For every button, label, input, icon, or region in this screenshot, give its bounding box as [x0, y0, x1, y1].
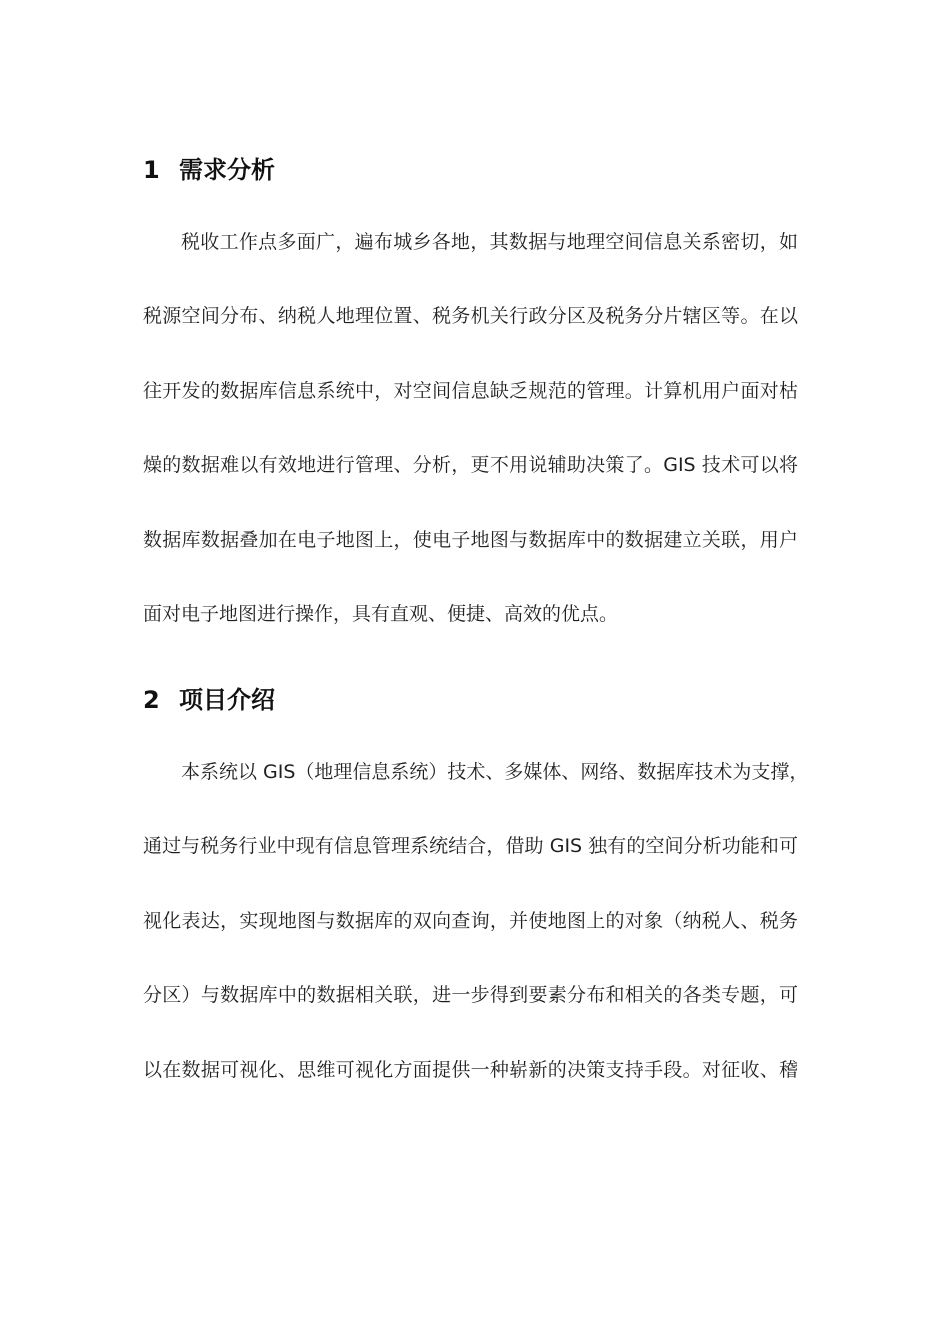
section-heading-2 [143, 684, 275, 716]
paragraph-line: 本系统以 GIS（地理信息系统）技术、多媒体、网络、数据库技术为支撑， [181, 761, 809, 783]
paragraph-line: 面对电子地图进行操作，具有直观、便捷、高效的优点。 [143, 603, 619, 625]
paragraph-line: 视化表达，实现地图与数据库的双向查询，并使地图上的对象（纳税人、税务 [143, 910, 798, 932]
paragraph-line: 燥的数据难以有效地进行管理、分析，更不用说辅助决策了。GIS 技术可以将 [143, 454, 798, 476]
paragraph-line: 税源空间分布、纳税人地理位置、税务机关行政分区及税务分片辖区等。在以 [143, 305, 798, 327]
paragraph-line: 以在数据可视化、思维可视化方面提供一种崭新的决策支持手段。对征收、稽 [143, 1059, 798, 1081]
section-heading-1 [143, 154, 275, 186]
paragraph-line: 税收工作点多面广，遍布城乡各地，其数据与地理空间信息关系密切，如 [181, 231, 798, 253]
paragraph-line: 通过与税务行业中现有信息管理系统结合，借助 GIS 独有的空间分析功能和可 [143, 835, 798, 857]
section-number: 2 [143, 686, 160, 714]
paragraph-line: 往开发的数据库信息系统中，对空间信息缺乏规范的管理。计算机用户面对枯 [143, 380, 798, 402]
section-title: 项目介绍 [179, 686, 275, 714]
section-title: 需求分析 [179, 156, 275, 184]
section-number: 1 [143, 156, 160, 184]
paragraph-line: 数据库数据叠加在电子地图上，使电子地图与数据库中的数据建立关联，用户 [143, 529, 798, 551]
paragraph-line: 分区）与数据库中的数据相关联，进一步得到要素分布和相关的各类专题，可 [143, 984, 798, 1006]
